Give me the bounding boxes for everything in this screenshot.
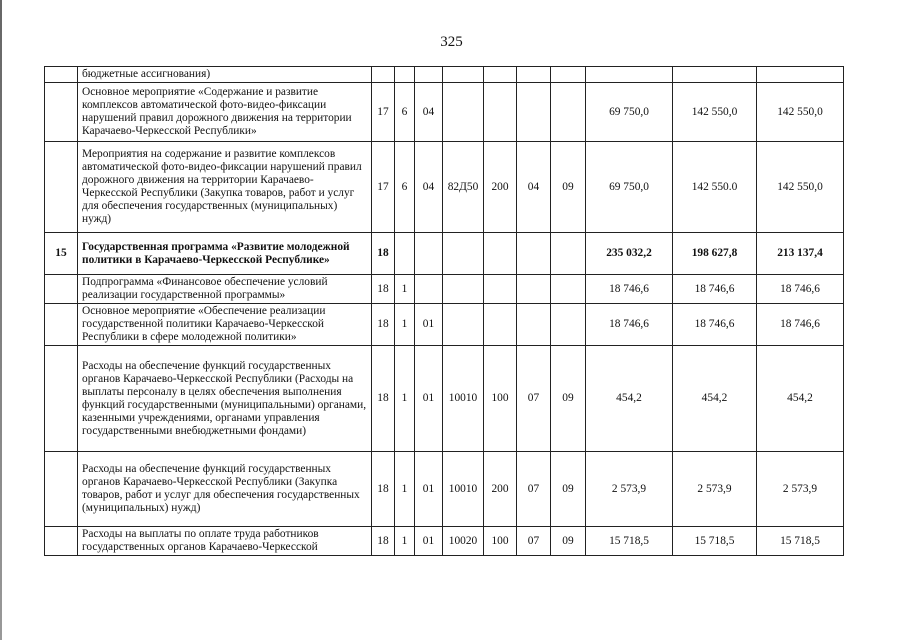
value-year-1: 69 750,0 <box>586 142 673 233</box>
scan-edge <box>0 0 2 640</box>
value-year-1: 235 032,2 <box>586 233 673 275</box>
code-direction: 10020 <box>443 527 484 556</box>
row-number <box>45 83 78 142</box>
code-section <box>517 67 551 83</box>
value-year-1: 69 750,0 <box>586 83 673 142</box>
code-subprogram: 01 <box>415 527 443 556</box>
code-ministry: 18 <box>372 304 395 346</box>
code-expense-type <box>484 83 517 142</box>
value-year-3: 213 137,4 <box>757 233 844 275</box>
code-direction: 82Д50 <box>443 142 484 233</box>
code-subprogram: 01 <box>415 346 443 452</box>
value-year-2: 198 627,8 <box>673 233 757 275</box>
value-year-3: 142 550,0 <box>757 142 844 233</box>
row-number <box>45 304 78 346</box>
code-section <box>517 275 551 304</box>
row-name: бюджетные ассигнования) <box>78 67 372 83</box>
code-expense-type <box>484 67 517 83</box>
table-row <box>45 304 844 346</box>
code-section: 04 <box>517 142 551 233</box>
value-year-1: 454,2 <box>586 346 673 452</box>
code-expense-type: 200 <box>484 452 517 527</box>
table-row <box>45 527 844 556</box>
code-ministry: 18 <box>372 233 395 275</box>
row-number <box>45 346 78 452</box>
code-program <box>395 67 415 83</box>
code-subsection <box>551 304 586 346</box>
table-row <box>45 67 844 83</box>
row-number <box>45 142 78 233</box>
code-subsection: 09 <box>551 527 586 556</box>
code-ministry: 18 <box>372 527 395 556</box>
code-direction <box>443 304 484 346</box>
row-name: Подпрограмма «Финансовое обеспечение условий реализации государственной программы» <box>78 275 372 304</box>
row-name: Расходы на обеспечение функций государственных органов Карачаево-Черкесской Республики (Закупка товаров, работ и услуг для обеспечения государственных (муниципальных) нужд) <box>78 452 372 527</box>
code-subsection <box>551 233 586 275</box>
row-number <box>45 67 78 83</box>
code-program: 1 <box>395 452 415 527</box>
value-year-3: 454,2 <box>757 346 844 452</box>
value-year-3: 15 718,5 <box>757 527 844 556</box>
value-year-3: 2 573,9 <box>757 452 844 527</box>
value-year-1: 15 718,5 <box>586 527 673 556</box>
code-section: 07 <box>517 452 551 527</box>
value-year-2: 15 718,5 <box>673 527 757 556</box>
code-program: 1 <box>395 275 415 304</box>
row-number <box>45 527 78 556</box>
code-ministry: 18 <box>372 346 395 452</box>
code-subsection: 09 <box>551 142 586 233</box>
value-year-2: 18 746,6 <box>673 304 757 346</box>
code-subsection <box>551 83 586 142</box>
code-subprogram <box>415 233 443 275</box>
code-ministry: 18 <box>372 275 395 304</box>
code-direction <box>443 83 484 142</box>
value-year-3: 18 746,6 <box>757 304 844 346</box>
value-year-2 <box>673 67 757 83</box>
page-number: 325 <box>440 34 463 50</box>
value-year-1 <box>586 67 673 83</box>
row-name: Расходы на выплаты по оплате труда работников государственных органов Карачаево-Черкесской <box>78 527 372 556</box>
table-row <box>45 452 844 527</box>
value-year-1: 18 746,6 <box>586 304 673 346</box>
code-expense-type <box>484 233 517 275</box>
code-direction <box>443 233 484 275</box>
table-row <box>45 275 844 304</box>
table-row <box>45 142 844 233</box>
budget-table <box>44 66 844 556</box>
code-program: 6 <box>395 83 415 142</box>
row-name: Мероприятия на содержание и развитие комплексов автоматической фото-видео-фиксации нарушений правил дорожного движения на территории Карачаево-Черкесской Республики (Закупка товаров, работ и услуг для обеспечения государственных (муниципальных) нужд) <box>78 142 372 233</box>
value-year-2: 142 550,0 <box>673 83 757 142</box>
table-row <box>45 233 844 275</box>
code-ministry: 17 <box>372 142 395 233</box>
row-number <box>45 275 78 304</box>
value-year-3: 18 746,6 <box>757 275 844 304</box>
value-year-3 <box>757 67 844 83</box>
code-program: 1 <box>395 346 415 452</box>
code-direction: 10010 <box>443 346 484 452</box>
value-year-3: 142 550,0 <box>757 83 844 142</box>
code-subprogram: 04 <box>415 142 443 233</box>
code-direction <box>443 67 484 83</box>
code-subsection: 09 <box>551 452 586 527</box>
code-section <box>517 83 551 142</box>
code-ministry: 17 <box>372 83 395 142</box>
code-subsection <box>551 275 586 304</box>
code-subprogram <box>415 275 443 304</box>
value-year-1: 2 573,9 <box>586 452 673 527</box>
value-year-2: 454,2 <box>673 346 757 452</box>
code-program: 1 <box>395 527 415 556</box>
code-section <box>517 304 551 346</box>
code-section: 07 <box>517 346 551 452</box>
code-expense-type <box>484 304 517 346</box>
value-year-1: 18 746,6 <box>586 275 673 304</box>
code-expense-type <box>484 275 517 304</box>
code-subprogram <box>415 67 443 83</box>
code-subprogram: 01 <box>415 452 443 527</box>
code-program: 6 <box>395 142 415 233</box>
row-name: Расходы на обеспечение функций государственных органов Карачаево-Черкесской Республики (Расходы на выплаты персоналу в целях обеспечения выполнения функций государственными (муниципальными) органами, казенными учреждениями, органами управления государственными внебюджетными фондами) <box>78 346 372 452</box>
row-name: Основное мероприятие «Содержание и развитие комплексов автоматической фото-видео-фиксации нарушений правил дорожного движения на территории Карачаево-Черкесской Республики» <box>78 83 372 142</box>
value-year-2: 18 746,6 <box>673 275 757 304</box>
row-number <box>45 452 78 527</box>
code-subprogram: 01 <box>415 304 443 346</box>
code-expense-type: 100 <box>484 527 517 556</box>
code-direction <box>443 275 484 304</box>
table-row <box>45 346 844 452</box>
row-name: Государственная программа «Развитие молодежной политики в Карачаево-Черкесской Республике» <box>78 233 372 275</box>
row-number: 15 <box>45 233 78 275</box>
code-expense-type: 100 <box>484 346 517 452</box>
code-expense-type: 200 <box>484 142 517 233</box>
value-year-2: 2 573,9 <box>673 452 757 527</box>
code-program: 1 <box>395 304 415 346</box>
code-section <box>517 233 551 275</box>
table-row <box>45 83 844 142</box>
code-program <box>395 233 415 275</box>
code-subsection: 09 <box>551 346 586 452</box>
code-section: 07 <box>517 527 551 556</box>
value-year-2: 142 550.0 <box>673 142 757 233</box>
code-subprogram: 04 <box>415 83 443 142</box>
code-ministry <box>372 67 395 83</box>
code-ministry: 18 <box>372 452 395 527</box>
code-direction: 10010 <box>443 452 484 527</box>
code-subsection <box>551 67 586 83</box>
row-name: Основное мероприятие «Обеспечение реализации государственной политики Карачаево-Черкесской Республики в сфере молодежной политики» <box>78 304 372 346</box>
